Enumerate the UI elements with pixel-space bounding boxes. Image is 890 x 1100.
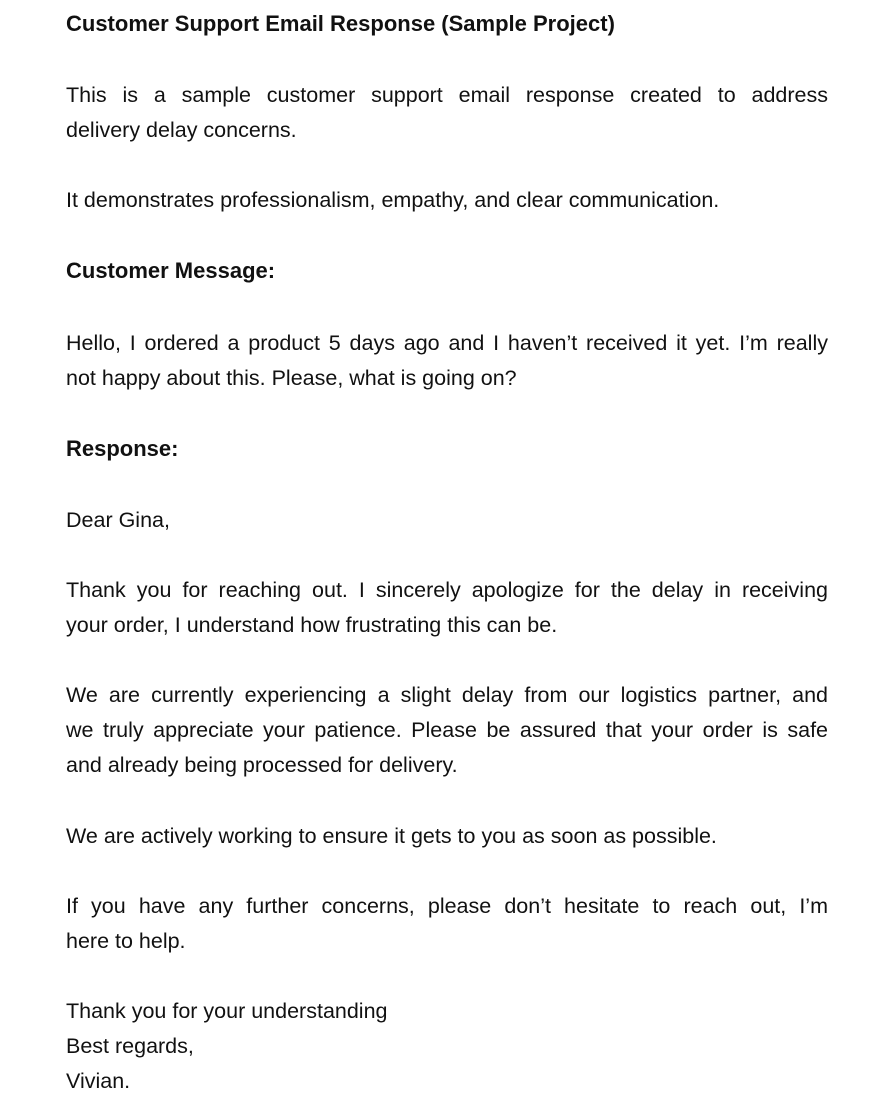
paragraph-4-line-1: If you have any further concerns, please don’t hesitate to reach out, I’m — [66, 894, 828, 918]
paragraph-4-line-2: here to help. — [66, 929, 186, 953]
document-title: Customer Support Email Response (Sample Project) — [66, 11, 615, 36]
customer-message-line-2: not happy about this. Please, what is going on? — [66, 366, 517, 390]
paragraph-1-line-2: your order, I understand how frustrating this can be. — [66, 613, 558, 637]
paragraph-2-line-3: and already being processed for delivery. — [66, 753, 458, 777]
paragraph-2-line-2: we truly appreciate your patience. Please be assured that your order is safe — [66, 718, 828, 742]
closing-line-2: Best regards, — [66, 1034, 194, 1058]
paragraph-2-line-1: We are currently experiencing a slight delay from our logistics partner, and — [66, 683, 828, 707]
signature: Vivian. — [66, 1069, 131, 1093]
intro-line-1: This is a sample customer support email response created to address — [66, 83, 828, 107]
intro-line-2: delivery delay concerns. — [66, 118, 297, 142]
closing-line-1: Thank you for your understanding — [66, 999, 388, 1023]
intro-paragraph-2: It demonstrates professionalism, empathy, and clear communication. — [66, 188, 720, 212]
customer-message-heading: Customer Message: — [66, 258, 276, 283]
greeting: Dear Gina, — [66, 508, 170, 532]
paragraph-1-line-1: Thank you for reaching out. I sincerely apologize for the delay in receiving — [66, 578, 828, 602]
response-heading: Response: — [66, 436, 179, 461]
customer-message-line-1: Hello, I ordered a product 5 days ago and I haven’t received it yet. I’m really — [66, 331, 828, 355]
paragraph-3: We are actively working to ensure it gets to you as soon as possible. — [66, 824, 717, 848]
